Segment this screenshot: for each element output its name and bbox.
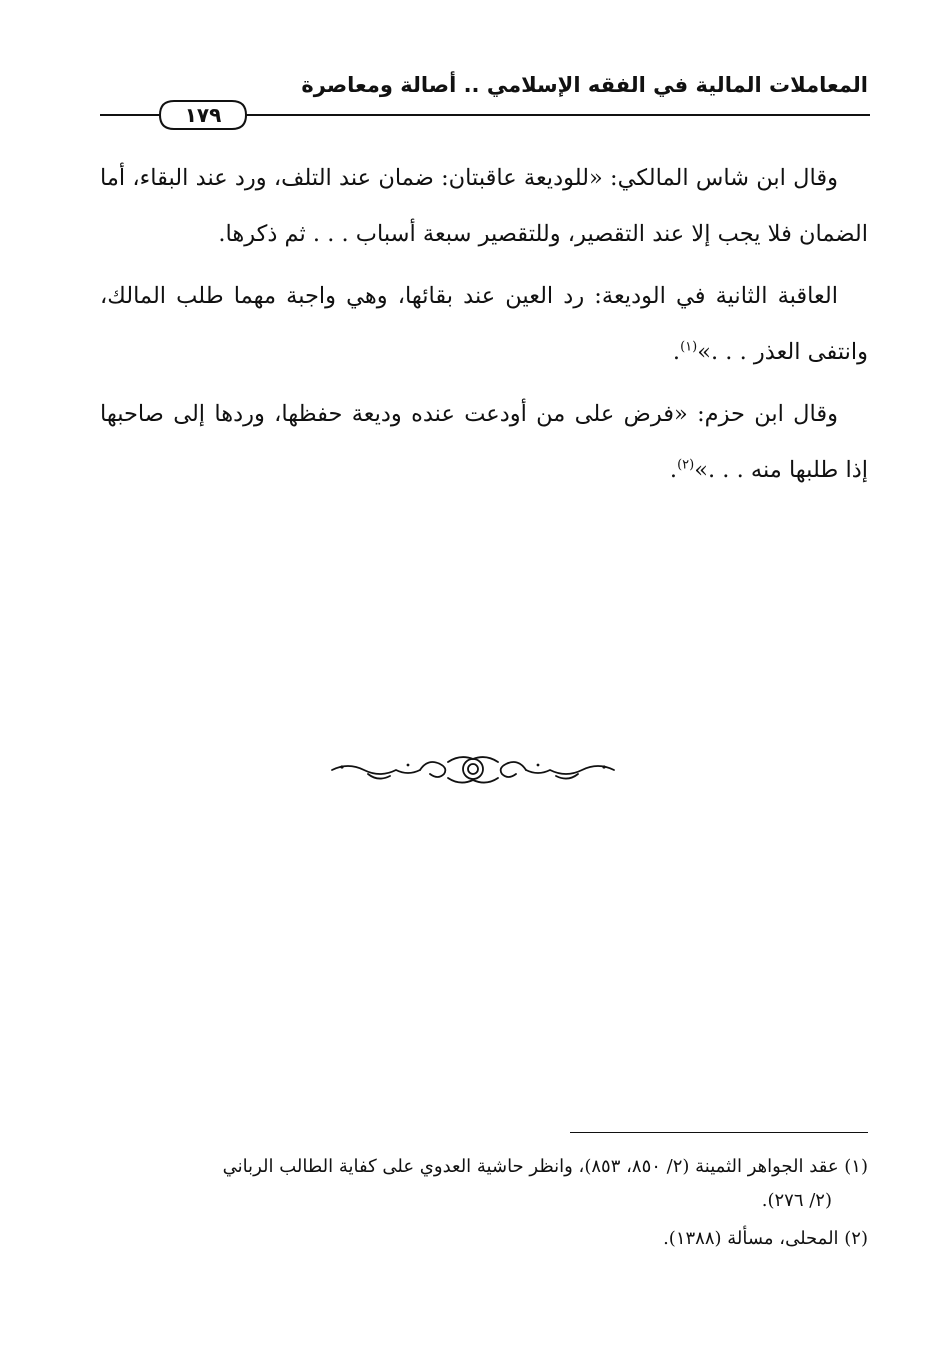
body-text [100, 150, 868, 504]
page-number-frame [158, 99, 248, 131]
paragraph-end: . [669, 457, 678, 483]
section-divider-ornament [328, 752, 618, 788]
paragraph-second-consequence [100, 268, 868, 380]
ornament-flourish-icon [328, 752, 618, 788]
footnote-1-line2: (٢/ ٢٧٦). [761, 1190, 832, 1211]
page-number: ١٧٩ [184, 103, 222, 127]
footnote-2: (٢) المحلى، مسألة (١٣٨٨). [663, 1228, 868, 1249]
footnotes [100, 1150, 868, 1260]
footnote-reference-1[interactable]: (١) [680, 339, 698, 355]
paragraph-ibn-hazm [100, 386, 868, 498]
paragraph-text: العاقبة الثانية في الوديعة: رد العين عند بقائها، وهي واجبة مهما طلب المالك، وانتفى العذر . . .» [100, 283, 868, 365]
paragraph-text: وقال ابن حزم: «فرض على من أودعت عنده وديعة حفظها، وردها إلى صاحبها إذا طلبها منه . . .» [100, 401, 868, 483]
running-header: المعاملات المالية في الفقه الإسلامي .. أصالة ومعاصرة [301, 73, 868, 97]
footnote-1-line1: (١) عقد الجواهر الثمينة (٢/ ٨٥٠، ٨٥٣)، وانظر حاشية العدوي على كفاية الطالب الرباني [222, 1156, 868, 1177]
paragraph-ibn-shas: وقال ابن شاس المالكي: «للوديعة عاقبتان: ضمان عند التلف، ورد عند البقاء، أما الضمان فلا يجب إلا عند التقصير، وللتقصير سبعة أسباب . . . ثم ذكرها. [100, 165, 868, 247]
footnote-separator [570, 1132, 868, 1133]
paragraph-end: . [672, 339, 681, 365]
footnote-reference-2[interactable]: (٢) [677, 457, 695, 473]
footnote-1 [100, 1150, 868, 1218]
